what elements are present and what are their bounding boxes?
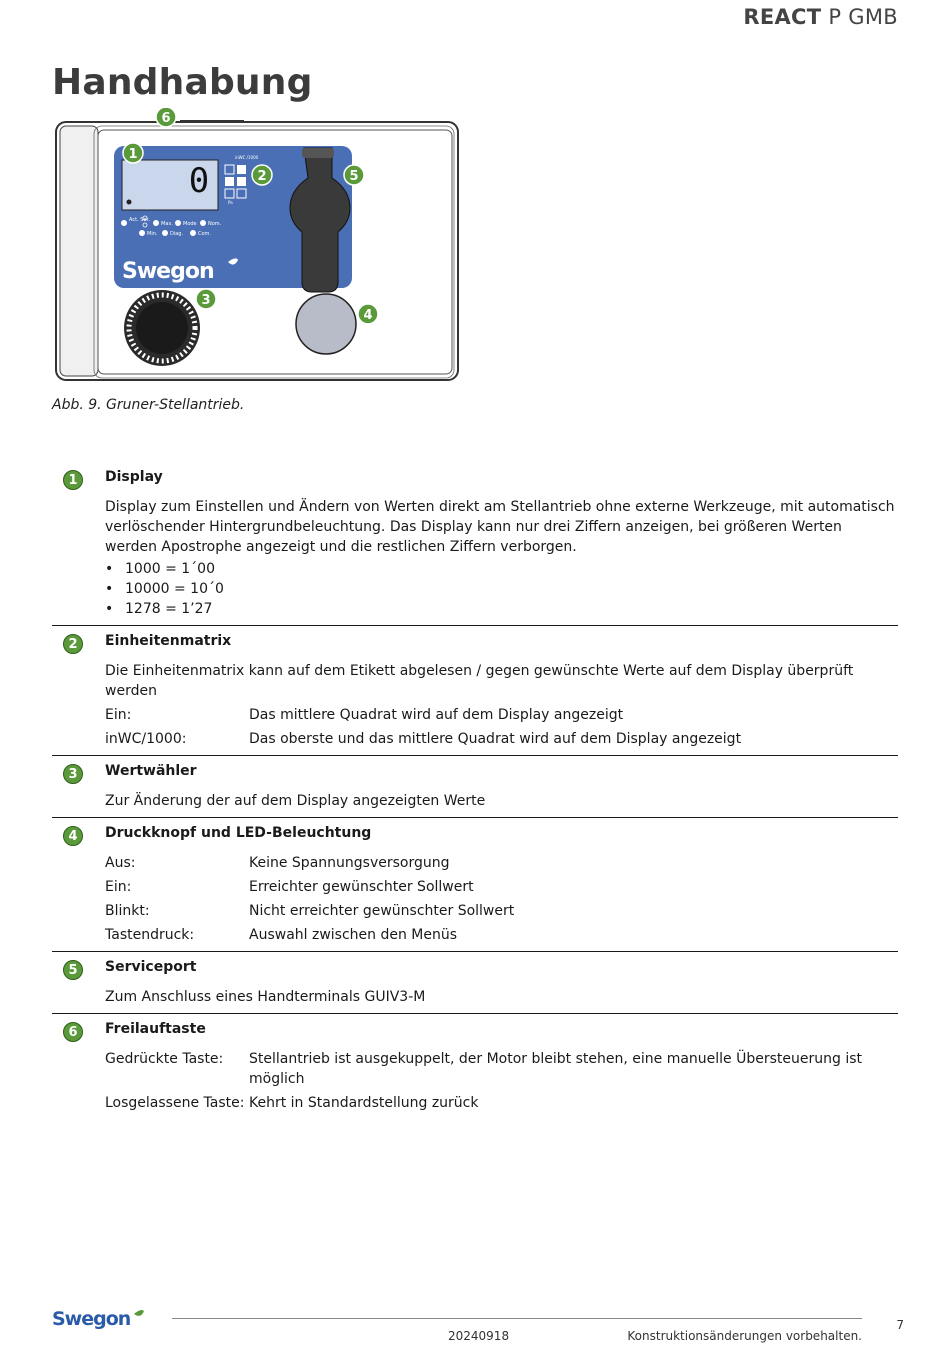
item-title: Einheitenmatrix [105, 633, 232, 649]
footer-note: Konstruktionsänderungen vorbehalten. [627, 1329, 862, 1343]
footer-brand-logo [52, 1304, 152, 1332]
item-title: Display [105, 469, 163, 485]
product-variant: P GMB [828, 5, 898, 29]
item-title: Serviceport [105, 959, 197, 975]
pa-label: Pa [228, 200, 233, 205]
row-key: Losgelassene Taste: [105, 1095, 245, 1111]
item-number-badge: 2 [63, 634, 83, 654]
row-value: Das mittlere Quadrat wird auf dem Display angezeigt [249, 707, 624, 723]
item-number-badge: 5 [63, 960, 83, 980]
unit-label: inWC /1000 [235, 155, 259, 160]
row-value: Stellantrieb ist ausgekuppelt, der Motor bleibt stehen, eine manuelle Übersteuerung ist möglich [249, 1051, 863, 1087]
row-value: Kehrt in Standardstellung zurück [249, 1095, 479, 1111]
bullet-item: • 10000 = 10´0 [105, 579, 898, 599]
callout-2: 2 [257, 169, 267, 184]
callout-1: 1 [128, 147, 138, 162]
footer-brand-text: Swegon [52, 1308, 131, 1330]
product-name: REACT [743, 5, 822, 29]
item-value-selector [52, 756, 898, 818]
item-unit-matrix [52, 626, 898, 756]
row-key: Aus: [105, 855, 136, 871]
menu-label-min: Min. [147, 231, 158, 237]
row-value: Auswahl zwischen den Menüs [249, 927, 458, 943]
callout-4: 4 [363, 308, 373, 323]
item-text: Display zum Einstellen und Ändern von Werten direkt am Stellantrieb ohne externe Werkzeuge, mit automatisch verlöschender Hintergrundbeleuchtung. Das Display kann nur drei Ziffern anzeigen, bei größeren Werten werden Apostrophe angezeigt und die restlichen Ziffern verborgen. [105, 499, 895, 555]
key-value-row [105, 705, 898, 725]
key-value-row [105, 925, 898, 945]
item-title: Freilauftaste [105, 1021, 206, 1037]
item-title: Druckknopf und LED-Beleuchtung [105, 825, 372, 841]
item-title: Wertwähler [105, 763, 197, 779]
key-value-row [105, 729, 898, 749]
lcd-digit: 0 [188, 161, 210, 201]
item-number-badge: 4 [63, 826, 83, 846]
row-key: inWC/1000: [105, 731, 187, 747]
row-key: Ein: [105, 879, 132, 895]
key-value-row [105, 853, 898, 873]
item-display [52, 462, 898, 626]
row-value: Das oberste und das mittlere Quadrat wird auf dem Display angezeigt [249, 731, 742, 747]
item-number-badge: 6 [63, 1022, 83, 1042]
key-value-row [105, 877, 898, 897]
key-value-row [105, 1093, 898, 1113]
item-push-button [52, 818, 898, 952]
menu-label-com: Com. [198, 231, 212, 237]
row-value: Nicht erreichter gewünschter Sollwert [249, 903, 515, 919]
page-number: 7 [896, 1318, 904, 1332]
key-value-row [105, 1049, 898, 1089]
callout-3: 3 [201, 293, 211, 308]
panel-brand-logo: Swegon [122, 259, 214, 284]
row-value: Erreichter gewünschter Sollwert [249, 879, 474, 895]
row-key: Ein: [105, 707, 132, 723]
item-text: Zum Anschluss eines Handterminals GUIV3-M [105, 989, 426, 1005]
item-text: Zur Änderung der auf dem Display angezeigten Werte [105, 793, 486, 809]
key-value-row [105, 901, 898, 921]
menu-label-diag: Diag. [170, 231, 184, 237]
bullet-item: • 1000 = 1´00 [105, 559, 898, 579]
item-number-badge: 3 [63, 764, 83, 784]
menu-label-act-set: Act. Set. [129, 217, 151, 223]
row-value: Keine Spannungsversorgung [249, 855, 450, 871]
callout-6: 6 [161, 111, 171, 126]
push-button-led [296, 294, 356, 354]
item-service-port [52, 952, 898, 1014]
document-title [743, 5, 898, 29]
row-key: Blinkt: [105, 903, 150, 919]
item-list [52, 462, 898, 1119]
menu-label-nom: Nom. [208, 221, 222, 227]
item-freewheel-button [52, 1014, 898, 1119]
callout-5: 5 [349, 169, 359, 184]
bullet-item: • 1278 = 1’27 [105, 599, 898, 619]
page-heading: Handhabung [52, 62, 313, 103]
housing-left-panel [60, 126, 98, 376]
item-text: Die Einheitenmatrix kann auf dem Etikett abgelesen / gegen gewünschte Werte auf dem Display überprüft werden [105, 663, 854, 699]
item-number-badge: 1 [63, 470, 83, 490]
row-key: Tastendruck: [105, 927, 195, 943]
figure-caption: Abb. 9. Gruner-Stellantrieb. [52, 397, 245, 413]
footer-date: 20240918 [448, 1329, 510, 1343]
menu-label-mode: Mode [183, 221, 197, 227]
bullet-list [105, 559, 898, 619]
menu-label-max: Max. [161, 221, 173, 227]
footer-divider [172, 1318, 862, 1319]
row-key: Gedrückte Taste: [105, 1051, 224, 1067]
actuator-illustration [52, 108, 462, 388]
